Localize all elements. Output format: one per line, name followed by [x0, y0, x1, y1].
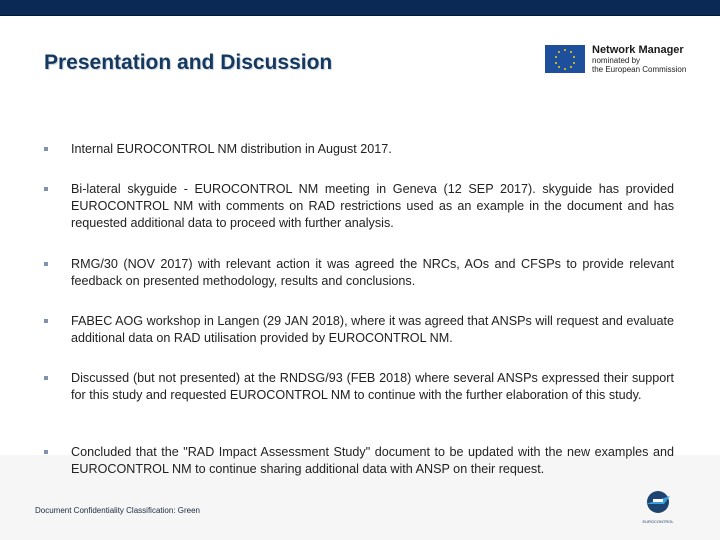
bullet-icon	[44, 319, 48, 323]
logo-line3: the European Commission	[592, 65, 687, 74]
list-item: Concluded that the "RAD Impact Assessment Study" document to be updated with the new examples and EUROCONTROL NM to continue sharing additional data with ANSP on their request.	[44, 444, 674, 478]
page-title: Presentation and Discussion	[44, 51, 333, 74]
eurocontrol-logo: EUROCONTROL	[640, 490, 676, 524]
logo-line1: Network Manager	[592, 44, 684, 56]
bullet-icon	[44, 450, 48, 454]
bullet-icon	[44, 376, 48, 380]
bullet-icon	[44, 262, 48, 266]
confidentiality-classification: Document Confidentiality Classification: Green	[35, 506, 200, 515]
logo-line2: nominated by	[592, 56, 641, 65]
list-item: Discussed (but not presented) at the RNDSG/93 (FEB 2018) where several ANSPs expressed their support for this study and requested EUROCONTROL NM to continue with the further elaboration of this study.	[44, 370, 674, 404]
list-item: Internal EUROCONTROL NM distribution in August 2017.	[44, 141, 674, 158]
bullet-icon	[44, 147, 48, 151]
eu-flag-icon	[545, 45, 585, 73]
list-item: FABEC AOG workshop in Langen (29 JAN 2018), where it was agreed that ANSPs will request and evaluate additional data on RAD utilisation provided by EUROCONTROL NM.	[44, 313, 674, 347]
top-bar	[0, 0, 720, 16]
eurocontrol-e-icon	[644, 490, 672, 514]
list-item: Bi-lateral skyguide - EUROCONTROL NM meeting in Geneva (12 SEP 2017). skyguide has provided EUROCONTROL NM with comments on RAD restrictions used as an example in the document and has requested additional data to proceed with further analysis.	[44, 181, 674, 232]
network-manager-logo	[545, 45, 686, 74]
list-item: RMG/30 (NOV 2017) with relevant action it was agreed the NRCs, AOs and CFSPs to provide relevant feedback on presented methodology, results and conclusions.	[44, 256, 674, 290]
bullet-icon	[44, 187, 48, 191]
